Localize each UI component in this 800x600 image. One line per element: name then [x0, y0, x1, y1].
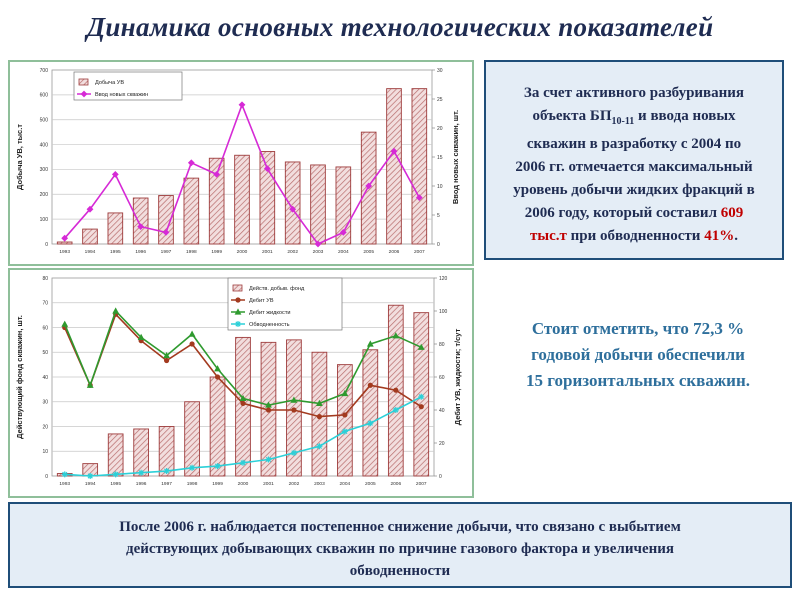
x-tick-label: 2007	[415, 482, 427, 487]
y2-tick-label: 20	[437, 125, 443, 132]
y2-tick-label: 5	[437, 212, 440, 219]
series-point-3-2004	[342, 428, 348, 434]
series-point-1-2002	[291, 407, 296, 412]
x-tick-label: 2007	[413, 250, 425, 255]
series-point-1-2005	[368, 383, 373, 388]
x-tick-label: 1993	[59, 250, 71, 255]
series-point-1-2007	[419, 404, 424, 409]
bar-действ-добыв-фонд-1996	[134, 429, 149, 476]
y2-tick-label: 0	[439, 473, 442, 480]
x-tick-label: 1995	[110, 482, 122, 487]
x-tick-label: 1993	[59, 482, 71, 487]
x-tick-label: 1998	[185, 250, 197, 255]
y2-tick-label: 120	[439, 275, 448, 282]
note-horizontal-wells	[480, 316, 796, 394]
legend-swatch-bar	[79, 79, 88, 85]
legend-swatch-marker	[235, 321, 241, 327]
box1-line-2	[494, 105, 774, 133]
y2-tick-label: 10	[437, 183, 443, 190]
legend-label: Дебит жидкости	[249, 310, 291, 316]
box1-subscript: 10-11	[611, 116, 635, 127]
chart-wells-panel	[8, 268, 474, 498]
box1-line-5: уровень добычи жидких фракций в	[513, 182, 755, 198]
series-point-3-2006	[393, 407, 399, 413]
x-tick-label: 1999	[211, 250, 223, 255]
bar-действ-добыв-фонд-1995	[108, 434, 123, 476]
max-production-unit: тыс.т	[530, 228, 567, 244]
series-point-3-2002	[291, 450, 297, 456]
bar-добыча-ув-1995	[108, 213, 123, 244]
y2-tick-label: 30	[437, 67, 443, 74]
bar-действ-добыв-фонд-2005	[363, 350, 378, 476]
box1-line-2-a: объекта БП	[532, 108, 612, 124]
y-axis-title: Действующий фонд скважин, шт.	[15, 315, 24, 439]
y-tick-label: 200	[39, 192, 48, 199]
x-tick-label: 2002	[287, 250, 299, 255]
x-tick-label: 1997	[160, 250, 172, 255]
x-tick-label: 1996	[135, 482, 147, 487]
bar-добыча-ув-2003	[311, 165, 326, 244]
x-tick-label: 2001	[261, 250, 273, 255]
bar-добыча-ув-1996	[133, 198, 148, 244]
box1-line-3: скважин в разработку с 2004 по	[526, 136, 742, 152]
box1-line-1: За счет активного разбуривания	[523, 85, 745, 101]
legend-swatch-bar	[233, 285, 242, 291]
y2-tick-label: 40	[439, 407, 445, 414]
box1-line-4: 2006 гг. отмечается максимальный	[515, 159, 753, 175]
y-tick-label: 400	[39, 142, 48, 149]
y-tick-label: 20	[42, 424, 48, 431]
bar-добыча-ув-1993	[57, 242, 72, 244]
box1-line-6-a: 2006 году, который составил	[524, 205, 721, 221]
y2-tick-label: 20	[439, 440, 445, 447]
y-tick-label: 30	[42, 399, 48, 406]
y2-axis-title: Ввод новых скважин, шт.	[451, 109, 460, 205]
x-tick-label: 2001	[263, 482, 274, 487]
y2-tick-label: 0	[437, 241, 440, 248]
series-point-3-2003	[316, 443, 322, 449]
y2-tick-label: 15	[437, 154, 443, 161]
box1-line-7	[494, 225, 774, 248]
y2-tick-label: 80	[439, 341, 445, 348]
legend-label: Добыча УВ	[95, 80, 125, 86]
series-point-3-2001	[265, 457, 271, 463]
x-tick-label: 1996	[135, 250, 147, 255]
box2-line-1: Стоит отметить, что 72,3 %	[531, 319, 745, 338]
y-tick-label: 600	[39, 92, 48, 99]
x-tick-label: 1995	[109, 250, 121, 255]
x-tick-label: 2002	[288, 482, 300, 487]
y-tick-label: 300	[39, 167, 48, 174]
x-tick-label: 2003	[314, 482, 325, 487]
x-tick-label: 1998	[186, 482, 198, 487]
series-point-1-1997	[164, 358, 169, 363]
series-point-1-1999	[215, 374, 220, 379]
x-tick-label: 2000	[237, 482, 249, 487]
series-point-1-1998	[189, 341, 194, 346]
box1-line-2-b: и ввода новых	[634, 108, 736, 124]
y-axis-title: Добыча УВ, тыс.т	[15, 124, 24, 190]
y-tick-label: 50	[42, 350, 48, 357]
box1-line-6	[494, 202, 774, 225]
series-point-1-2004	[342, 412, 347, 417]
y2-tick-label: 100	[439, 308, 448, 315]
y-tick-label: 40	[42, 374, 48, 381]
series-point-1-2001	[266, 407, 271, 412]
chart-production-panel	[8, 60, 474, 266]
water-cut-value: 41%	[704, 228, 735, 244]
bar-добыча-ув-2006	[387, 89, 402, 244]
x-tick-label: 1994	[84, 250, 96, 255]
series-point-3-1997	[164, 468, 170, 474]
bar-добыча-ув-1994	[83, 229, 98, 244]
y-tick-label: 60	[42, 325, 48, 332]
x-tick-label: 2000	[236, 250, 248, 255]
box3-line-1: После 2006 г. наблюдается постепенное снижение добычи, что связано с выбытием	[119, 519, 681, 535]
y-tick-label: 70	[42, 300, 48, 307]
y-tick-label: 80	[42, 275, 48, 282]
bar-действ-добыв-фонд-2004	[337, 365, 352, 476]
series-point-1-2003	[317, 414, 322, 419]
x-tick-label: 2006	[390, 482, 402, 487]
legend-label: Дебит УВ	[249, 298, 274, 304]
x-tick-label: 2004	[337, 250, 349, 255]
bar-действ-добыв-фонд-2000	[236, 337, 251, 476]
box1-line-7-c: .	[734, 228, 738, 244]
legend-label: Действ. добыв. фонд	[249, 286, 305, 292]
x-tick-label: 2005	[364, 482, 376, 487]
series-point-3-1994	[87, 473, 93, 479]
legend-label: Ввод новых скважин	[95, 92, 149, 98]
x-tick-label: 2006	[388, 250, 400, 255]
series-point-3-1998	[189, 465, 195, 471]
bar-добыча-ув-2000	[235, 155, 250, 244]
bar-добыча-ув-2002	[285, 162, 300, 244]
bar-добыча-ув-1998	[184, 178, 199, 244]
y2-tick-label: 60	[439, 374, 445, 381]
series-point-3-1996	[138, 470, 144, 476]
series-point-1-2000	[240, 401, 245, 406]
x-tick-label: 2003	[312, 250, 324, 255]
y-tick-label: 100	[39, 216, 48, 223]
y2-tick-label: 25	[437, 96, 443, 103]
x-tick-label: 1994	[84, 482, 96, 487]
x-tick-label: 1999	[212, 482, 223, 487]
max-production-value: 609	[720, 205, 744, 221]
y-tick-label: 0	[45, 241, 48, 248]
box2-line-3: 15 горизонтальных скважин.	[525, 371, 751, 390]
page-title: Динамика основных технологических показателей	[86, 12, 714, 42]
x-tick-label: 1997	[161, 482, 172, 487]
y-tick-label: 10	[42, 449, 48, 456]
bar-добыча-ув-2007	[412, 89, 427, 244]
box1-line-7-b: при обводненности	[566, 228, 705, 244]
y-tick-label: 700	[39, 67, 48, 74]
series-point-3-1999	[215, 463, 221, 469]
box3-line-2: действующих добывающих скважин по причине газового фактора и увеличения	[126, 541, 674, 557]
series-point-3-2005	[367, 420, 373, 426]
bar-действ-добыв-фонд-1999	[210, 377, 225, 476]
box2-line-2: годовой добычи обеспечили	[531, 345, 745, 364]
summary-box-production	[484, 60, 784, 260]
chart-wells-rates	[10, 270, 472, 496]
y-tick-label: 0	[45, 473, 48, 480]
y2-axis-title: Дебит УВ, жидкости; т/сут	[453, 328, 462, 426]
y-tick-label: 500	[39, 117, 48, 124]
series-point-3-1993	[62, 471, 68, 477]
legend-label: Обводненность	[249, 322, 290, 328]
series-point-3-1995	[113, 471, 119, 477]
box3-line-3: обводненности	[349, 563, 451, 579]
conclusion-box	[8, 502, 792, 588]
series-point-1-2006	[393, 388, 398, 393]
series-point-3-2007	[418, 394, 424, 400]
series-point-3-2000	[240, 460, 246, 466]
chart-production	[10, 62, 472, 264]
legend-swatch-marker	[235, 297, 240, 302]
x-tick-label: 2005	[363, 250, 375, 255]
x-tick-label: 2004	[339, 482, 351, 487]
